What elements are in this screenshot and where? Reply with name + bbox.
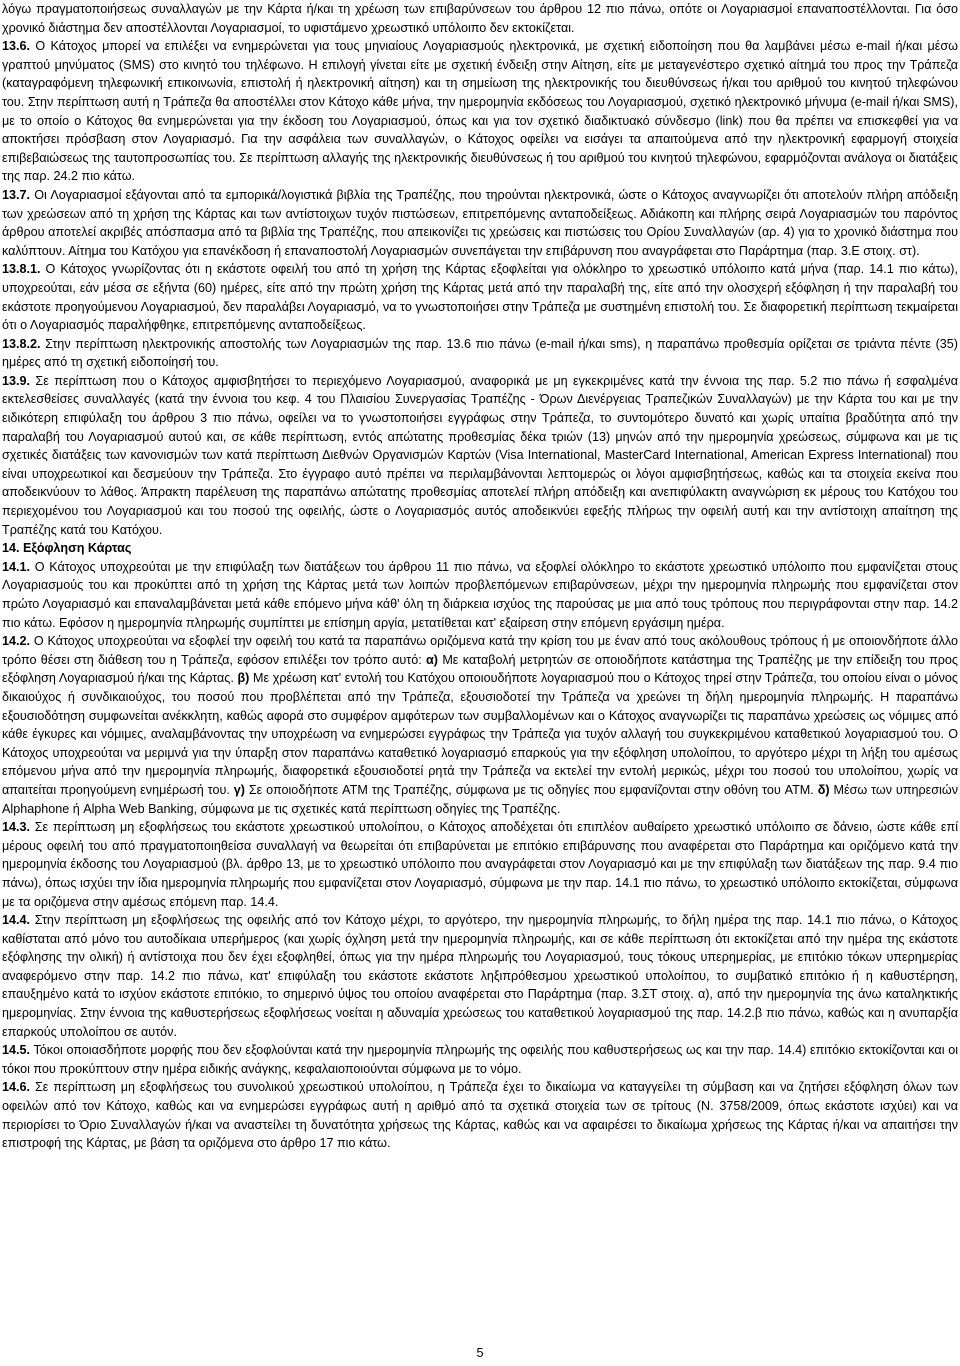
paragraph-body: Τόκοι οποιασδήποτε μορφής που δεν εξοφλούνται κατά την ημερομηνία πληρωμής της οφειλής που καθυστερήσεως ως και την παρ. 14.4) επιτόκιο εκτοκίζονται και οι τόκοι που προκύπτουν στην ημέρα ειδικής ανάγκης, κεφαλαιοποιούνται σύμφωνα με το νόμο. (2, 1043, 958, 1076)
section-heading-14: 14. Εξόφληση Κάρτας (2, 541, 132, 556)
paragraph-body: Σε περίπτωση μη εξοφλήσεως του συνολικού χρεωστικού υπολοίπου, η Τράπεζα έχει το δικαίωμα να καταγγείλει τη σύμβαση και να ζητήσει εξόφληση όλων των οφειλών από τον Κάτοχο, καθώς και να ενημερώσει εγγράφως αυτή η αριθμό από τα σχετικά στοιχεία των σε τρίτους (Ν. 3758/2009, όπως εκάστοτε ισχύει) και να περιορίσει το Όριο Συναλλαγών ή/και να αναστείλει τη δυνατότητα χρήσεως της Κάρτας, καθώς και να αφαιρέσει το δικαίωμα χρήσεως της Κάρτας ή/και να απαιτήσει την επιστροφή της Κάρτας, με βάση τα οριζόμενα στο άρθρο 17 πιο κάτω. (2, 1080, 958, 1151)
paragraph-body: Ο Κάτοχος υποχρεούται να εξοφλεί την οφειλή του κατά τα παραπάνω οριζόμενα κατά την κρίση του με έναν από τους ακόλουθους τρόπους ή με οποιονδήποτε άλλο τρόπο θέσει στη διάθεση του η Τράπεζα, εφόσον επιλέξει τον τρόπο αυτό: (2, 634, 958, 667)
paragraph-number: 14.4. (2, 913, 31, 928)
paragraph-body: Οι Λογαριασμοί εξάγονται από τα εμπορικά/λογιστικά βιβλία της Τραπέζης, που τηρούνται ηλεκτρονικά, ώστε ο Κάτοχος αναγνωρίζει ότι αποτελούν πλήρη απόδειξη των χρεώσεων από τη χρήση της Κάρτας και των αντίστοιχων τυχόν πιστώσεων, επιτρεπόμενης ανταποδείξεως. Αδιάκοπη και πλήρης σειρά Λογαριασμών του παρόντος άρθρου αποτελεί ακριβές απόσπασμα από τα βιβλία της Τραπέζης, που απεικονίζει τις χρεώσεις και πιστώσεις του Ορίου Συναλλαγών (αρ. 4) για το χρονικό διάστημα που καλύπτουν. Αίτημα του Κατόχου για επανέκδοση ή επαναποστολή Λογαριασμών συνεπάγεται την επιβάρυνση που αναγράφεται στο Παράρτημα (παρ. 3.Ε στοιχ. στ). (2, 187, 958, 258)
paragraph-number: 14.2. (2, 634, 31, 649)
paragraph-13-9 (2, 372, 958, 539)
list-marker-d: δ) (817, 782, 830, 797)
paragraph-13-8-2 (2, 335, 958, 372)
list-marker-c: γ) (233, 782, 245, 797)
paragraph-14-4 (2, 911, 958, 1041)
paragraph-number: 14.1. (2, 559, 31, 574)
paragraph-number: 13.9. (2, 373, 31, 388)
paragraph-14-5 (2, 1041, 958, 1078)
document-page (2, 0, 958, 1153)
paragraph-number: 13.6. (2, 39, 31, 54)
paragraph-number: 13.7. (2, 187, 31, 202)
paragraph-14-1 (2, 558, 958, 632)
paragraph-13-8-1 (2, 260, 958, 334)
paragraph-number: 14.3. (2, 820, 31, 835)
list-item-d: Μέσω των υπηρεσιών Alphaphone ή Alpha Web Banking, σύμφωνα με τις σχετικές κατά περίπτωση οδηγίες της Τραπέζης. (2, 782, 958, 816)
list-marker-a: α) (426, 652, 438, 667)
list-item-c: Σε οποιοδήποτε ATM της Τραπέζης, σύμφωνα με τις οδηγίες που εμφανίζονται στην οθόνη του ATM. (244, 782, 818, 797)
paragraph-body: Ο Κάτοχος γνωρίζοντας ότι η εκάστοτε οφειλή του από τη χρήση της Κάρτας εξοφλείται για ολόκληρο το χρεωστικό υπόλοιπο κατά μήνα (παρ. 14.1 πιο κάτω), υποχρεούται, εάν μέσα σε εξήντα (60) ημέρες, είτε από την πρώτη χρήση της Κάρτας μετά από την παραλαβή της, είτε από την ολοσχερή εξόφληση ή την παραλαβή του εκάστοτε προηγούμενου Λογαριασμού, δεν παραλάβει Λογαριασμό, να το γνωστοποιήσει στην Τράπεζα με συστημένη επιστολή του. Σε διαφορετική περίπτωση τεκμαίρεται ότι ο Λογαριασμός παραλήφθηκε, επιτρεπόμενης ανταποδείξεως. (2, 262, 958, 333)
paragraph-body: Ο Κάτοχος υποχρεούται με την επιφύλαξη των διατάξεων του άρθρου 11 πιο πάνω, να εξοφλεί ολόκληρο το εκάστοτε χρεωστικό υπόλοιπο που εμφανίζεται στους Λογαριασμούς του και προκύπτει από τη χρήση της Κάρτας μετά των λοιπών προβλεπόμενων επιβαρύνσεων, μέχρι την ημερομηνία πληρωμής που εμφανίζεται στον πρώτο Λογαριασμό και επαναλαμβάνεται μετά κάθε επόμενο μήνα κάθ' όλη τη διάρκεια ισχύος της παρούσας με μια από τους τρόπους που περιγράφονται στην παρ. 14.2 πιο κάτω. Εφόσον η ημερομηνία πληρωμής συμπίπτει με επίσημη αργία, μετατίθεται κατ' εξαίρεση στην επόμενη εργάσιμη ημέρα. (2, 559, 958, 630)
paragraph-body: Στην περίπτωση ηλεκτρονικής αποστολής των Λογαριασμών της παρ. 13.6 πιο πάνω (e-mail ή/και sms), η παραπάνω προθεσμία ορίζεται σε τριάντα πέντε (35) ημέρες από τη σχετική ειδοποίησή του. (2, 336, 958, 370)
paragraph-13-7 (2, 186, 958, 260)
paragraph-number: 14.6. (2, 1080, 31, 1095)
list-item-a: Με καταβολή μετρητών σε οποιοδήποτε κατάστημα της Τραπέζης με την επίδειξη του προς εξόφληση Λογαριασμού ή/και της Κάρτας. (2, 652, 958, 686)
paragraph-continuation: λόγω πραγματοποιήσεως συναλλαγών με την Κάρτα ή/και τη χρέωση των επιβαρύνσεων του άρθρου 12 πιο πάνω, οπότε οι Λογαριασμοί επαναποστέλλονται. Για όσο χρονικό διάστημα δεν αποστέλλονται Λογαριασμοί, το υφιστάμενο χρεωστικό υπόλοιπο δεν εκτοκίζεται. (2, 2, 958, 35)
paragraph-13-6 (2, 37, 958, 186)
paragraph-body: Σε περίπτωση που ο Κάτοχος αμφισβητήσει το περιεχόμενο Λογαριασμού, αναφορικά με μη εγκεκριμένες κατά την έννοια της παρ. 5.2 πιο πάνω ή εσφαλμένα εκτελεσθείσες συναλλαγές (κατά την έννοια του κεφ. 4 του Πλαισίου Συνεργασίας Τραπέζης - Όρων Διενέργειας Τραπεζικών Συναλλαγών) με την Κάρτα του και με την ειδικότερη επιφύλαξη του άρθρου 3 πιο πάνω, οφείλει να το γνωστοποιήσει εγγράφως στην Τράπεζα, το συντομότερο δυνατό και χωρίς υπαίτια βραδύτητα από την παραλαβή του Λογαριασμού αυτού και, σε κάθε περίπτωση, εντός απώτατης προθεσμίας δέκα τριών (13) μηνών από την ημερομηνία χρεώσεως, σύμφωνα και με τις σχετικές διατάξεις των κανονισμών των κατά περίπτωση Διεθνών Οργανισμών Καρτών (Visa International, MasterCard International, American Express International) που είναι υποχρεωτικοί και δεσμεύουν την Τράπεζα. Στο έγγραφο αυτό πρέπει να περιλαμβάνονται λεπτομερώς οι λόγοι αμφισβητήσεως, καθώς και τα στοιχεία εκείνα που αποδεικνύουν το λάθος. Άπρακτη παρέλευση της παραπάνω απώτατης προθεσμίας αποτελεί πλήρη απόδειξη και ανεπιφύλακτη αναγνώριση εκ μέρους του Κατόχου του περιεχομένου του Λογαριασμού και του ποσού της οφειλής, ώστε ο Λογαριασμός αυτός αποδεικνύει εφεξής πλήρως την οφειλή αυτή και την αντίστοιχη απαίτηση της Τραπέζης κατά του Κατόχου. (2, 373, 958, 537)
list-item-b: Με χρέωση κατ' εντολή του Κατόχου οποιουδήποτε λογαριασμού που ο Κάτοχος τηρεί στην Τράπεζα, του οποίου είναι ο μόνος δικαιούχος ή συνδικαιούχος, του ποσού που προβλέπεται από την Τράπεζα, εξουσιοδοτεί την Τράπεζα να χρεώνει τη δήλη ημερομηνία πληρωμής. Η παραπάνω εξουσιοδότηση συμφωνείται ανέκκλητη, καθώς αφορά στο συμφέρον αμφότερων των συμβαλλομένων και ο Κάτοχος αναγνωρίζει τις παραπάνω χρεώσεις ως νόμιμες από κάθε έγκυρες και νόμιμες, αναλαμβάνοντας την υποχρέωση να ενημερώσει εγγράφως την Τράπεζα για τυχόν αλλαγή του συγκεκριμένου καταθετικού λογαριασμού του. Ο Κάτοχος υποχρεούται να μεριμνά για την ύπαρξη στον παραπάνω καταθετικό λογαριασμό επαρκούς για την εξόφληση υπολοίπου, το αργότερο μέχρι τη λήξη του αμέσως επόμενου μήνα από την ημερομηνία πληρωμής, διαφορετικά εξουσιοδοτεί ρητά την Τράπεζα να εκτελεί την εντολή μερικώς, μέχρι του ποσού του υπολοίπου, χωρίς να απαιτείται προηγούμενη ενημέρωσή του. (2, 671, 959, 797)
page-number: 5 (476, 1346, 484, 1360)
paragraph-14-3 (2, 818, 958, 911)
paragraph-number: 13.8.2. (2, 336, 41, 351)
paragraph-number: 14.5. (2, 1043, 31, 1058)
paragraph-number: 13.8.1. (2, 262, 41, 277)
paragraph-14-2 (2, 632, 958, 818)
list-marker-b: β) (237, 671, 250, 686)
paragraph-14-6 (2, 1078, 958, 1152)
paragraph-body: Στην περίπτωση μη εξοφλήσεως της οφειλής από τον Κάτοχο μέχρι, το αργότερο, την ημερομηνία πληρωμής, το δήλη ημέρα της παρ. 14.1 πιο πάνω, ο Κάτοχος καθίσταται από μόνο του αυτοδίκαια υπερήμερος (και χωρίς όχληση μετά την ημερομηνία πληρωμής, και σε κάθε περίπτωση ότι εκτοκίζεται από την ημέρα της εκάστοτε εξόφλησης την ολική) ή αντίστοιχα που δεν έχει εξοφληθεί, όπως για την ημέρα πληρωμής του Λογαριασμού, τους τόκους υπερημερίας, με επιτόκιο τόκων υπερημερίας αναφερόμενο στην παρ. 14.2 πιο πάνω, κατ' επιφύλαξη του εκάστοτε εκάστοτε ληξιπρόθεσμου χρεωστικού υπολοίπου, το συμβατικό επιτόκιο ή η καθυστέρηση, επαυξημένο κατά το ισχύον εκάστοτε επιτόκιο, το σημερινό ύψος του οποίου αναφέρεται στο Παράρτημα (παρ. 3.ΣΤ στοιχ. α), από την ημερομηνία της άνω καταληκτικής ημερομηνίας. Στην έννοια της καθυστερήσεως εξοφλήσεως νοείται η αδυναμία χρεώσεως του καταθετικού λογαριασμού της παρ. 14.2.β πιο πάνω, καθώς και η ανυπαρξία επαρκούς υπολοίπου σε αυτόν. (2, 913, 958, 1039)
paragraph-body: Ο Κάτοχος μπορεί να επιλέξει να ενημερώνεται για τους μηνιαίους Λογαριασμούς ηλεκτρονικά, με σχετική ειδοποίηση που θα λαμβάνει μέσω e-mail ή/και μέσω γραπτού μηνύματος (SMS) στο κινητό του τηλέφωνο. Η επιλογή γίνεται είτε με σχετική ένδειξη στην Αίτηση, είτε με μεταγενέστερο σχετικό αίτημά του προς την Τράπεζα (καταγραφόμενη τηλεφωνική επικοινωνία, επιστολή ή ηλεκτρονική αίτηση) και τη σημείωση της ηλεκτρονικής του διευθύνσεως ή/και του αριθμού του κινητού τηλεφώνου του. Στην περίπτωση αυτή η Τράπεζα θα αποστέλλει στον Κάτοχο κάθε μήνα, την ημερομηνία εκδόσεως του Λογαριασμού, σχετικό ηλεκτρονικό μήνυμα (e-mail ή/και SMS), με το οποίο ο Κάτοχος θα ενημερώνεται για την έκδοση του Λογαριασμού, όπως και για τον σχετικό διαδικτυακό σύνδεσμο (link) που θα πρέπει να επισκεφθεί για να αποκτήσει πρόσβαση στον Λογαριασμό. Για την ασφάλεια των συναλλαγών, ο Κάτοχος οφείλει να εισάγει τα απαιτούμενα από την ηλεκτρονική εφαρμογή στοιχεία επιβεβαιώσεως της ταυτοπροσωπίας του. Σε περίπτωση αλλαγής της ηλεκτρονικής διευθύνσεως ή του αριθμού του κινητού τηλεφώνου, εφαρμόζονται ανάλογα οι διατάξεις της παρ. 24.2 πιο κάτω. (2, 39, 958, 184)
paragraph-body: Σε περίπτωση μη εξοφλήσεως του εκάστοτε χρεωστικού υπολοίπου, ο Κάτοχος αποδέχεται ότι επιπλέον αυθαίρετο χρεωστικό υπόλοιπο σε δάνειο, ώστε κάθε επί μέρους οφειλή του από πραγματοποιηθείσα συναλλαγή να θεωρείται ότι επιβαρύνεται με επιτόκιο επιβάρυνσης που αναφέρεται στο Παράρτημα και οριζόμενο κατά την ημερομηνία έκδοσης του Λογαριασμού (βλ. άρθρο 13, με το χρεωστικό υπόλοιπο που αναγράφεται στον Λογαριασμό και με την επιφύλαξη των διατάξεων της παρ. 9.4 πιο πάνω), όπως ισχύει την ίδια ημερομηνία πληρωμής που εμφανίζεται στον Λογαριασμό, σύμφωνα με την παρ. 14.1 πιο πάνω, το χρεωστικό υπόλοιπο εκτοκίζεται, σύμφωνα με τα οριζόμενα στην αμέσως επόμενη παρ. 14.4. (2, 820, 958, 909)
